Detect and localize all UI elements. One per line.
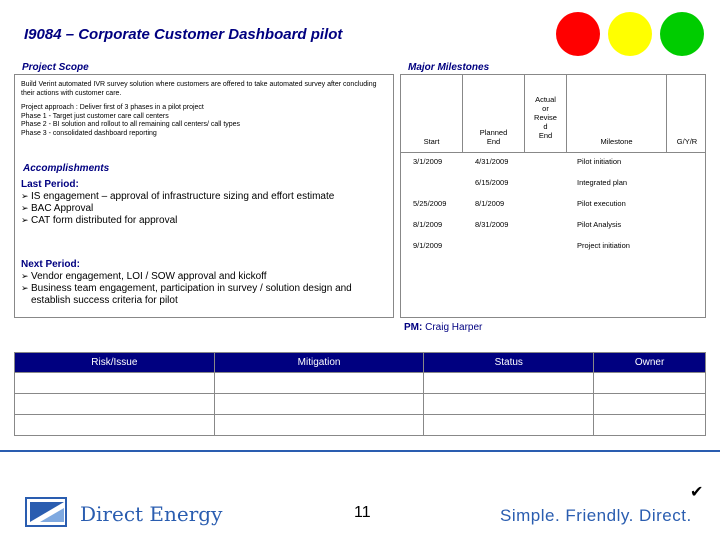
milestone-planned: 8/31/2009 [475, 220, 509, 229]
milestone-start: 3/1/2009 [413, 157, 443, 166]
milestone-start: 9/1/2009 [413, 241, 443, 250]
pm-name: Craig Harper [425, 322, 483, 333]
milestone-planned: 8/1/2009 [475, 199, 505, 208]
owner-cell [594, 394, 706, 415]
next-period-item: ➢ Business team engagement, participation in survey / solution design and establish success criteria for pilot [21, 283, 393, 307]
page-number: 11 [354, 504, 371, 521]
project-scope-heading: Project Scope [22, 62, 89, 73]
accomplishments-heading: Accomplishments [23, 163, 110, 174]
risk-cell [15, 415, 215, 436]
scope-accomplishments-box [14, 74, 394, 318]
next-period-item: ➢ Vendor engagement, LOI / SOW approval and kickoff [21, 271, 393, 283]
checkmark-icon: ✔ [690, 482, 704, 501]
milestone-row [401, 237, 705, 258]
risk-cell [15, 373, 215, 394]
slide-title: I9084 – Corporate Customer Dashboard pilot [24, 26, 343, 43]
pm-label: PM: [404, 322, 423, 333]
last-period [21, 179, 393, 227]
status-header: Status [424, 353, 594, 373]
risk-row [15, 415, 706, 436]
risk-cell [15, 394, 215, 415]
status-cell [424, 373, 594, 394]
milestone-start: 5/25/2009 [413, 199, 447, 208]
col-gyr [667, 75, 707, 152]
milestone-row [401, 216, 705, 237]
project-manager [404, 322, 482, 333]
mitigation-header: Mitigation [214, 353, 424, 373]
mitigation-cell [214, 394, 424, 415]
milestone-name: Pilot Analysis [577, 220, 622, 229]
col-start [401, 75, 463, 152]
milestones-header [401, 75, 705, 153]
scope-description: Build Verint automated IVR survey solution where customers are offered to take automated survey after concluding their actions with customer care. [21, 81, 377, 97]
next-period [21, 259, 393, 307]
col-label: Planned End [479, 128, 508, 146]
major-milestones-heading: Major Milestones [408, 62, 490, 73]
milestone-name: Project initiation [577, 241, 630, 250]
milestone-row [401, 174, 705, 195]
col-planned-end [463, 75, 525, 152]
col-label: Actual or Revise d End [534, 95, 557, 140]
last-period-item: ➢ IS engagement – approval of infrastructure sizing and effort estimate [21, 191, 393, 203]
owner-cell [594, 415, 706, 436]
status-light-green [660, 12, 704, 56]
direct-energy-logo-icon [24, 496, 70, 528]
milestones-table [400, 74, 706, 318]
tagline: Simple. Friendly. Direct. [500, 506, 692, 525]
milestone-name: Integrated plan [577, 178, 628, 187]
mitigation-cell [214, 415, 424, 436]
mitigation-cell [214, 373, 424, 394]
scope-text [21, 81, 381, 138]
last-period-item: ➢ CAT form distributed for approval [21, 215, 393, 227]
col-milestone [567, 75, 667, 152]
last-period-item: ➢ BAC Approval [21, 203, 393, 215]
status-cell [424, 394, 594, 415]
risk-issue-table [14, 352, 706, 436]
milestone-name: Pilot initiation [577, 157, 622, 166]
risk-issue-header: Risk/Issue [15, 353, 215, 373]
status-light-red [556, 12, 600, 56]
col-label: Milestone [600, 137, 633, 146]
milestone-start: 8/1/2009 [413, 220, 443, 229]
status-cell [424, 415, 594, 436]
owner-cell [594, 373, 706, 394]
risk-row [15, 373, 706, 394]
risk-row [15, 394, 706, 415]
milestone-name: Pilot execution [577, 199, 626, 208]
status-light-yellow [608, 12, 652, 56]
milestone-planned: 4/31/2009 [475, 157, 509, 166]
brand-name: Direct Energy [80, 502, 223, 526]
owner-header: Owner [594, 353, 706, 373]
scope-approach-line: Phase 1 - Target just customer care call centers [21, 112, 169, 120]
footer [0, 450, 720, 540]
col-actual-end [525, 75, 567, 152]
risk-header-row [15, 353, 706, 373]
milestone-row [401, 195, 705, 216]
col-label: G/Y/R [676, 137, 698, 146]
last-period-title: Last Period: [21, 179, 79, 190]
scope-approach-line: Phase 2 - BI solution and rollout to all remaining call centers/ call types [21, 121, 241, 128]
next-period-title: Next Period: [21, 259, 80, 270]
milestone-planned: 6/15/2009 [475, 178, 509, 187]
col-label: Start [423, 137, 440, 146]
scope-approach-line: Project approach : Deliver first of 3 phases in a pilot project [21, 104, 204, 111]
milestone-row [401, 153, 705, 174]
scope-approach-line: Phase 3 - consolidated dashboard reporting [21, 129, 157, 137]
